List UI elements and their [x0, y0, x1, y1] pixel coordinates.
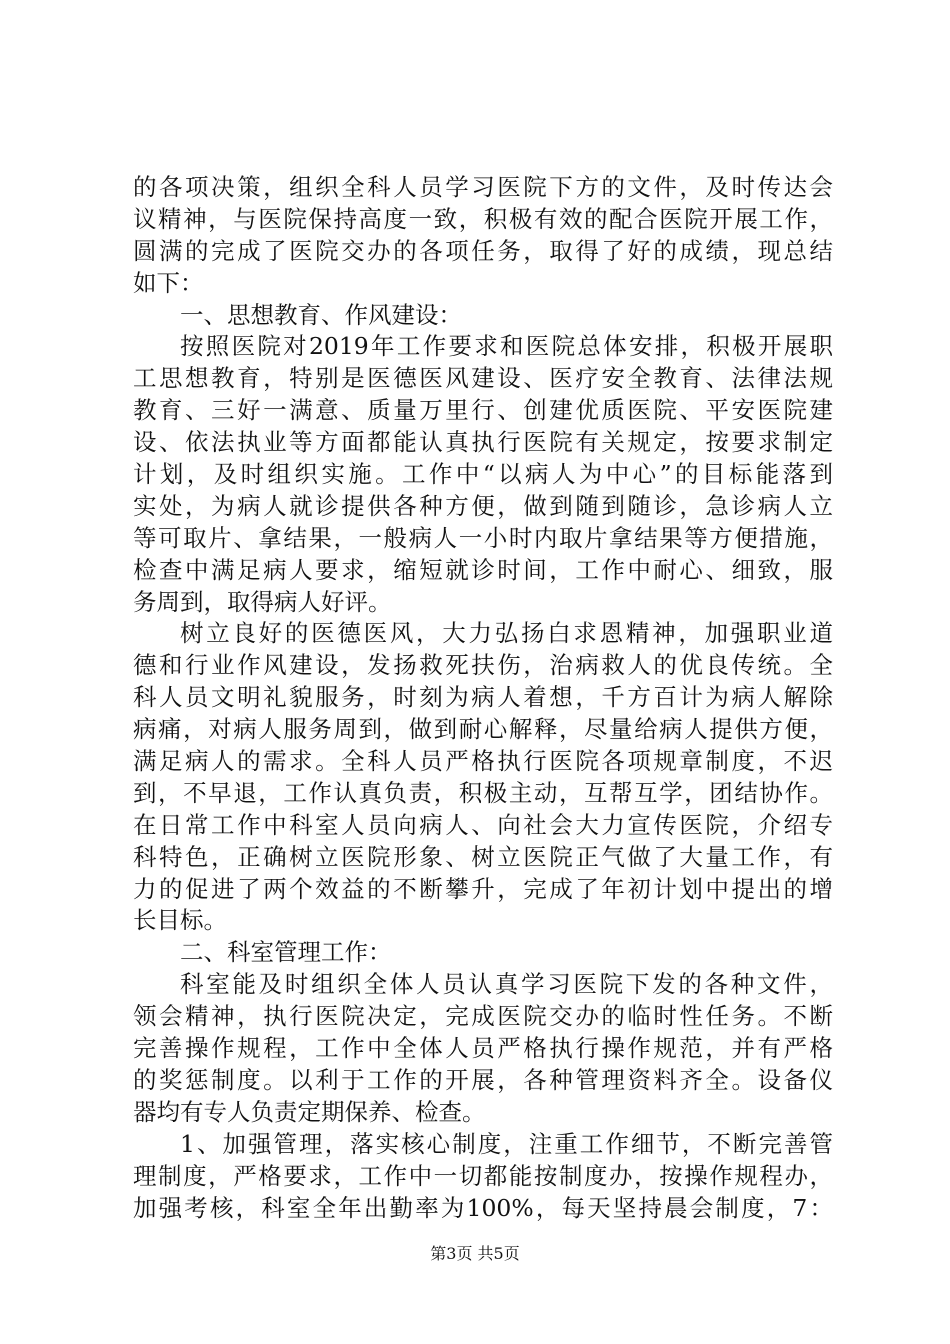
text-line: 工思想教育，特别是医德医风建设、医疗安全教育、法律法规	[133, 364, 833, 393]
text-line: 到，不早退，工作认真负责，积极主动，互帮互学，团结协作。	[133, 778, 833, 807]
text-line: 树立良好的医德医风，大力弘扬白求恩精神，加强职业道	[180, 619, 833, 648]
document-body	[133, 172, 833, 1224]
text-line: 实处，为病人就诊提供各种方便，做到随到随诊，急诊病人立	[133, 491, 833, 520]
text-line: 领会精神，执行医院决定，完成医院交办的临时性任务。不断	[133, 1002, 833, 1031]
text-line: 满足病人的需求。全科人员严格执行医院各项规章制度，不迟	[133, 747, 833, 776]
text-line: 完善操作规程，工作中全体人员严格执行操作规范，并有严格	[133, 1034, 833, 1063]
text-line: 务周到，取得病人好评。	[133, 587, 392, 616]
text-line: 如下：	[133, 268, 204, 297]
text-line: 科特色，正确树立医院形象、树立医院正气做了大量工作，有	[133, 842, 833, 871]
text-line: 德和行业作风建设，发扬救死扶伤，治病救人的优良传统。全	[133, 651, 833, 680]
text-line: 器均有专人负责定期保养、检查。	[133, 1097, 486, 1126]
text-line: 二、科室管理工作：	[180, 938, 392, 967]
text-line: 科室能及时组织全体人员认真学习医院下发的各种文件，	[180, 970, 833, 999]
text-line: 在日常工作中科室人员向病人、向社会大力宣传医院，介绍专	[133, 810, 833, 839]
text-line: 教育、三好一满意、质量万里行、创建优质医院、平安医院建	[133, 396, 833, 425]
text-line: 加强考核，科室全年出勤率为100%，每天坚持晨会制度，7：	[133, 1193, 833, 1222]
text-line: 的奖惩制度。以利于工作的开展，各种管理资料齐全。设备仪	[133, 1065, 833, 1094]
text-line: 病痛，对病人服务周到，做到耐心解释，尽量给病人提供方便，	[133, 715, 833, 744]
text-line: 计划，及时组织实施。工作中“以病人为中心”的目标能落到	[133, 460, 833, 489]
text-line: 设、依法执业等方面都能认真执行医院有关规定，按要求制定	[133, 428, 833, 457]
text-line: 等可取片、拿结果，一般病人一小时内取片拿结果等方便措施，	[133, 523, 833, 552]
text-line: 力的促进了两个效益的不断攀升，完成了年初计划中提出的增	[133, 874, 833, 903]
text-line: 圆满的完成了医院交办的各项任务，取得了好的成绩，现总结	[133, 236, 833, 265]
text-line: 议精神，与医院保持高度一致，积极有效的配合医院开展工作，	[133, 204, 833, 233]
text-line: 检查中满足病人要求，缩短就诊时间，工作中耐心、细致，服	[133, 555, 833, 584]
page-footer: 第3页 共5页	[430, 1244, 520, 1263]
text-line: 长目标。	[133, 906, 227, 935]
text-line: 1、加强管理，落实核心制度，注重工作细节，不断完善管	[180, 1129, 833, 1158]
text-line: 的各项决策，组织全科人员学习医院下方的文件，及时传达会	[133, 173, 833, 201]
text-line: 一、思想教育、作风建设：	[180, 300, 462, 329]
text-line: 按照医院对2019年工作要求和医院总体安排，积极开展职	[180, 332, 833, 361]
text-line: 理制度，严格要求，工作中一切都能按制度办，按操作规程办，	[133, 1161, 833, 1190]
text-line: 科人员文明礼貌服务，时刻为病人着想，千方百计为病人解除	[133, 683, 833, 712]
